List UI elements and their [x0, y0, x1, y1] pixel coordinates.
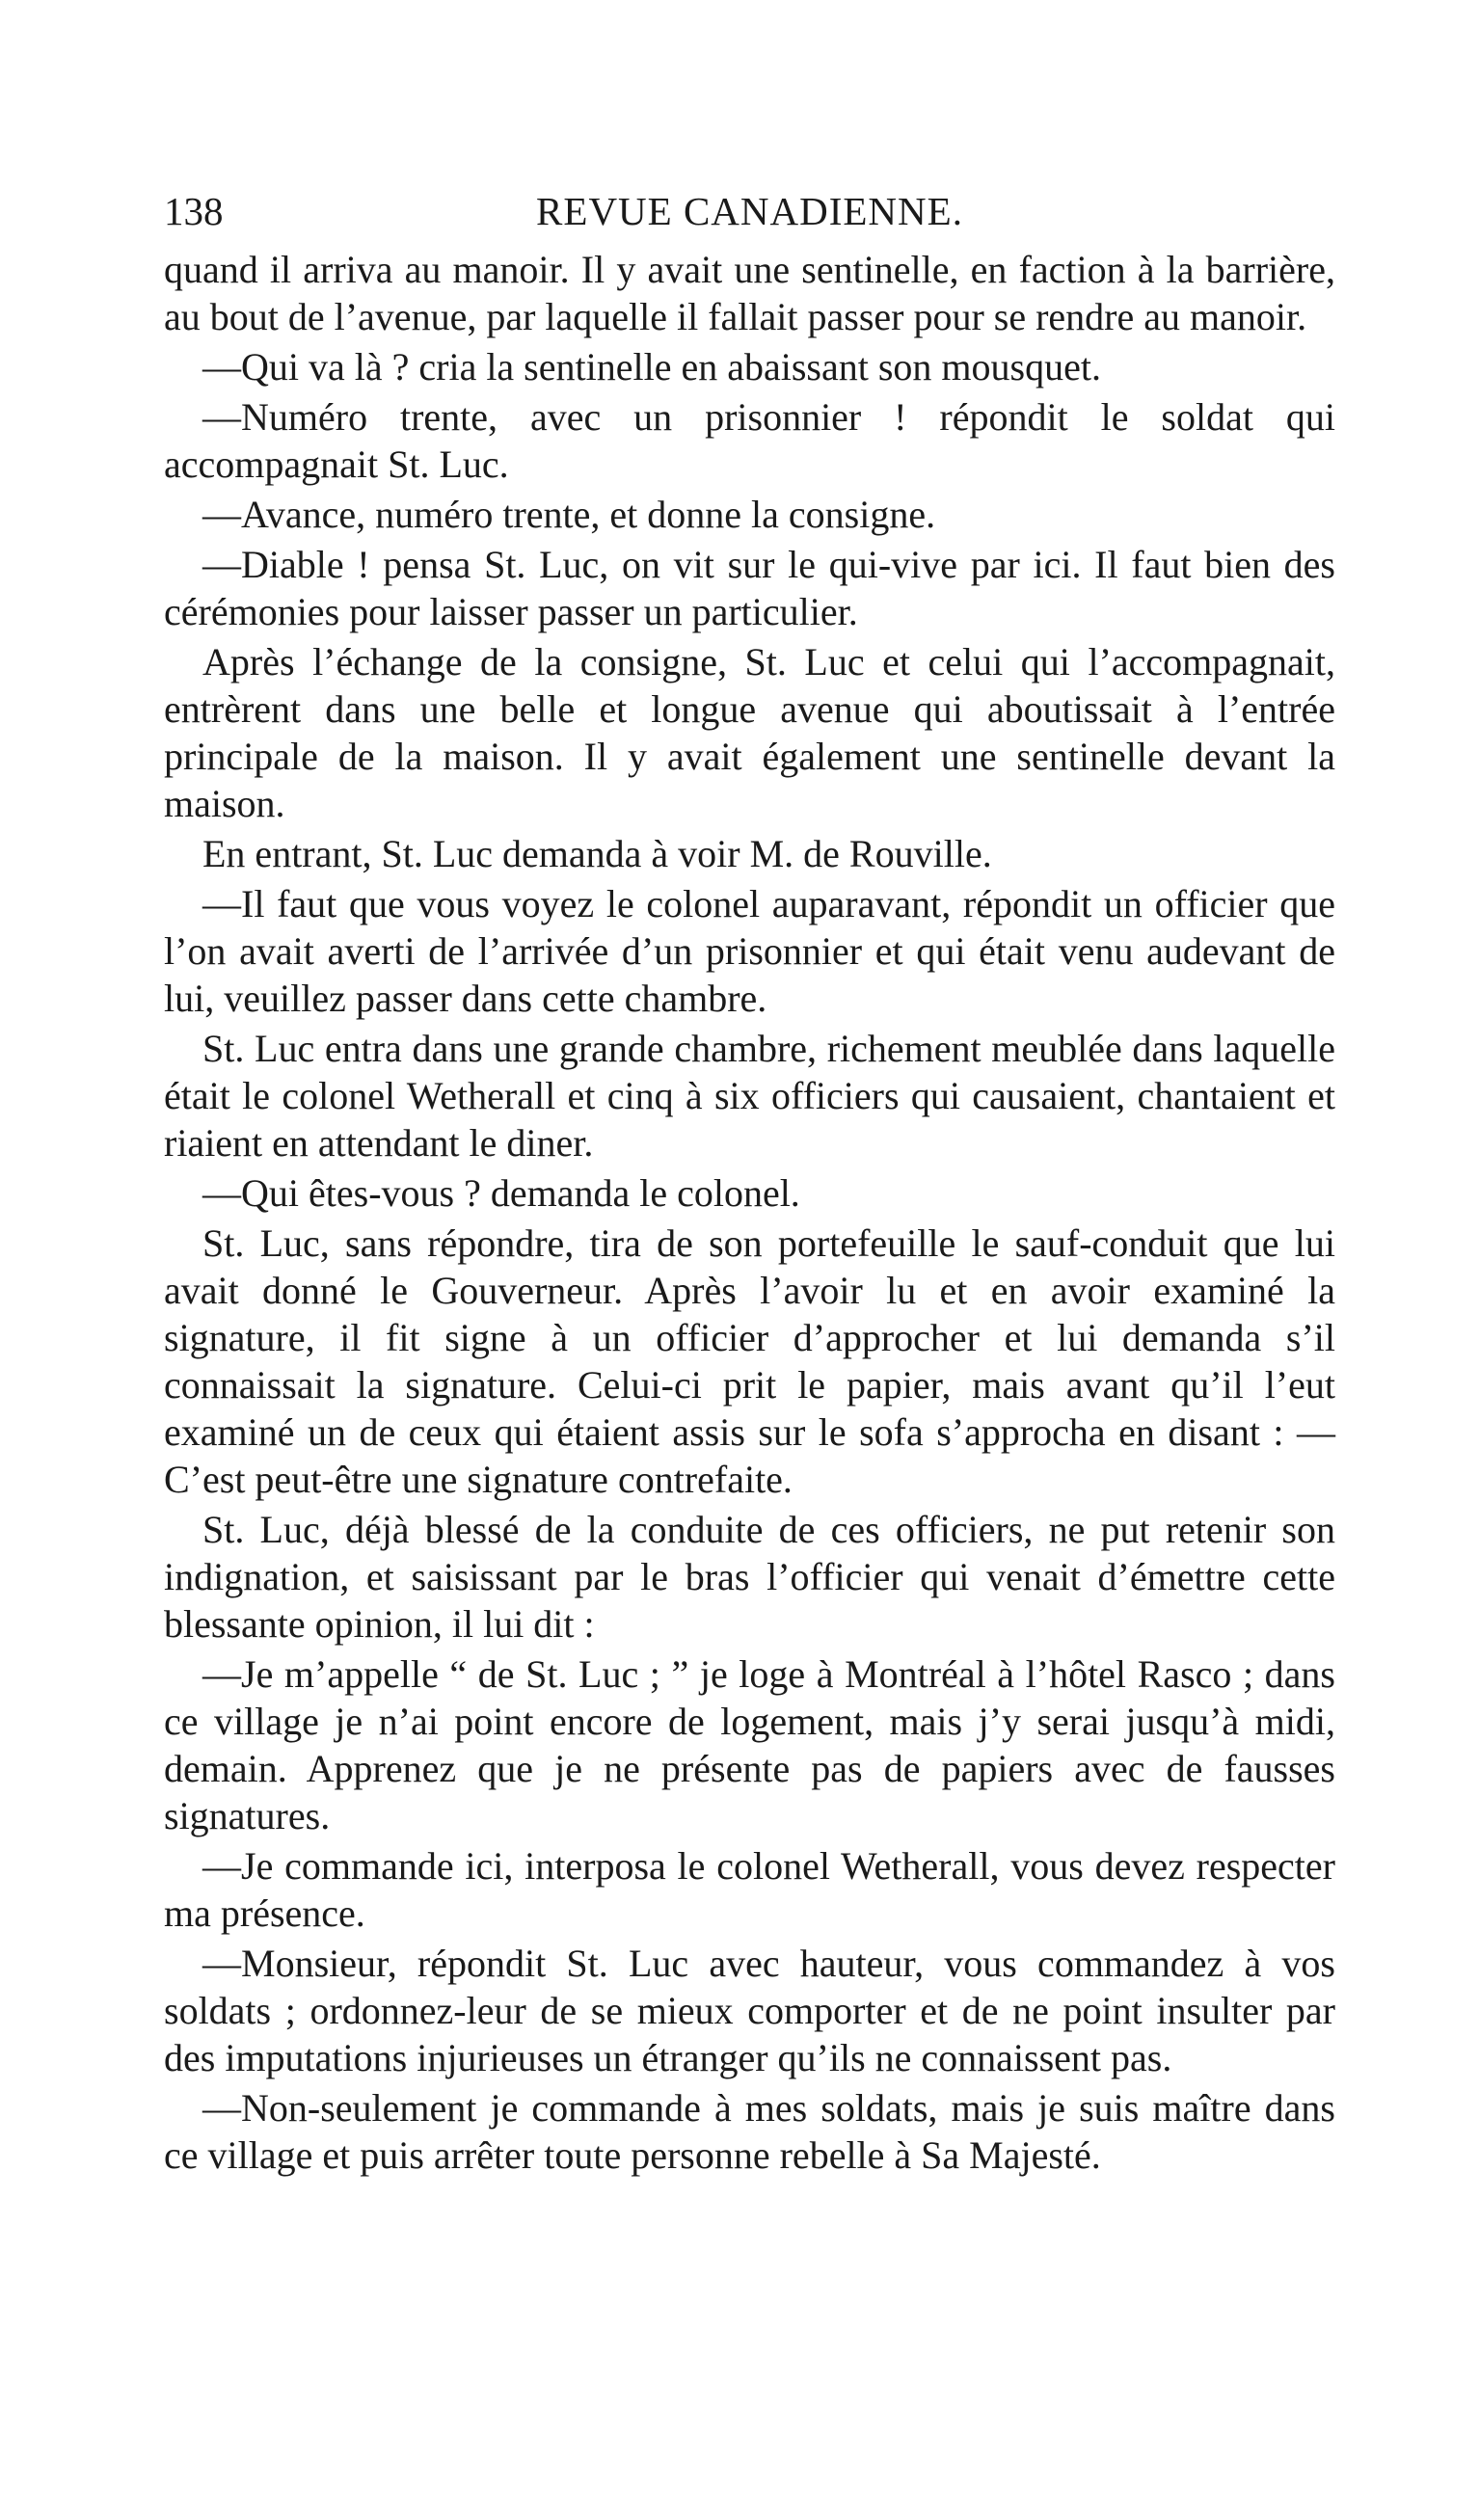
body-text [164, 246, 1335, 2179]
paragraph: St. Luc entra dans une grande chambre, richement meublée dans laquelle était le colonel Wetherall et cinq à six officiers qui causaient, chantaient et riaient en attendant le diner. [164, 1027, 1335, 1165]
running-title: REVUE CANADIENNE. [536, 189, 963, 233]
paragraph: quand il arriva au manoir. Il y avait une sentinelle, en faction à la barrière, au bout de l’avenue, par laquelle il fallait passer pour se rendre au manoir. [164, 248, 1335, 338]
paragraph: St. Luc, sans répondre, tira de son portefeuille le sauf-conduit que lui avait donné le Gouverneur. Après l’avoir lu et en avoir examiné la signature, il fit signe à un officier d’approcher et lui demanda s’il connaissait la signature. Celui-ci prit le papier, mais avant qu’il l’eut examiné un de ceux qui étaient assis sur le sofa s’approcha en disant : —C’est peut-être une signature contrefaite. [164, 1221, 1335, 1501]
page-number: 138 [164, 189, 224, 233]
paragraph: —Monsieur, répondit St. Luc avec hauteur, vous commandez à vos soldats ; ordonnez-leur de se mieux comporter et de ne point insulter par des imputations injurieuses un étranger qu’ils ne connaissent pas. [164, 1942, 1335, 2079]
paragraph: —Il faut que vous voyez le colonel auparavant, répondit un officier que l’on avait averti de l’arrivée d’un prisonnier et qui était venu audevant de lui, veuillez passer dans cette chambre. [164, 882, 1335, 1020]
page-header [164, 188, 1335, 246]
paragraph: St. Luc, déjà blessé de la conduite de ces officiers, ne put retenir son indignation, et saisissant par le bras l’officier qui venait d’émettre cette blessante opinion, il lui dit : [164, 1508, 1335, 1646]
paragraph: —Avance, numéro trente, et donne la consigne. [202, 493, 936, 536]
paragraph: En entrant, St. Luc demanda à voir M. de Rouville. [202, 832, 992, 875]
book-page [164, 188, 1335, 2179]
paragraph: —Numéro trente, avec un prisonnier ! répondit le soldat qui accompagnait St. Luc. [164, 395, 1335, 486]
paragraph: —Qui va là ? cria la sentinelle en abaissant son mousquet. [202, 345, 1101, 389]
paragraph: —Je commande ici, interposa le colonel Wetherall, vous devez respecter ma présence. [164, 1844, 1335, 1935]
paragraph: Après l’échange de la consigne, St. Luc et celui qui l’accompagnait, entrèrent dans une belle et longue avenue qui aboutissait à l’entrée principale de la maison. Il y avait également une sentinelle devant la maison. [164, 640, 1335, 825]
paragraph: —Non-seulement je commande à mes soldats, mais je suis maître dans ce village et puis arrêter toute personne rebelle à Sa Majesté. [164, 2086, 1335, 2177]
paragraph: —Qui êtes-vous ? demanda le colonel. [202, 1171, 800, 1215]
paragraph: —Diable ! pensa St. Luc, on vit sur le qui-vive par ici. Il faut bien des cérémonies pour laisser passer un particulier. [164, 543, 1335, 633]
paragraph: —Je m’appelle “ de St. Luc ; ” je loge à Montréal à l’hôtel Rasco ; dans ce village je n’ai point encore de logement, mais j’y serai jusqu’à midi, demain. Apprenez que je ne présente pas de papiers avec de fausses signatures. [164, 1652, 1335, 1837]
